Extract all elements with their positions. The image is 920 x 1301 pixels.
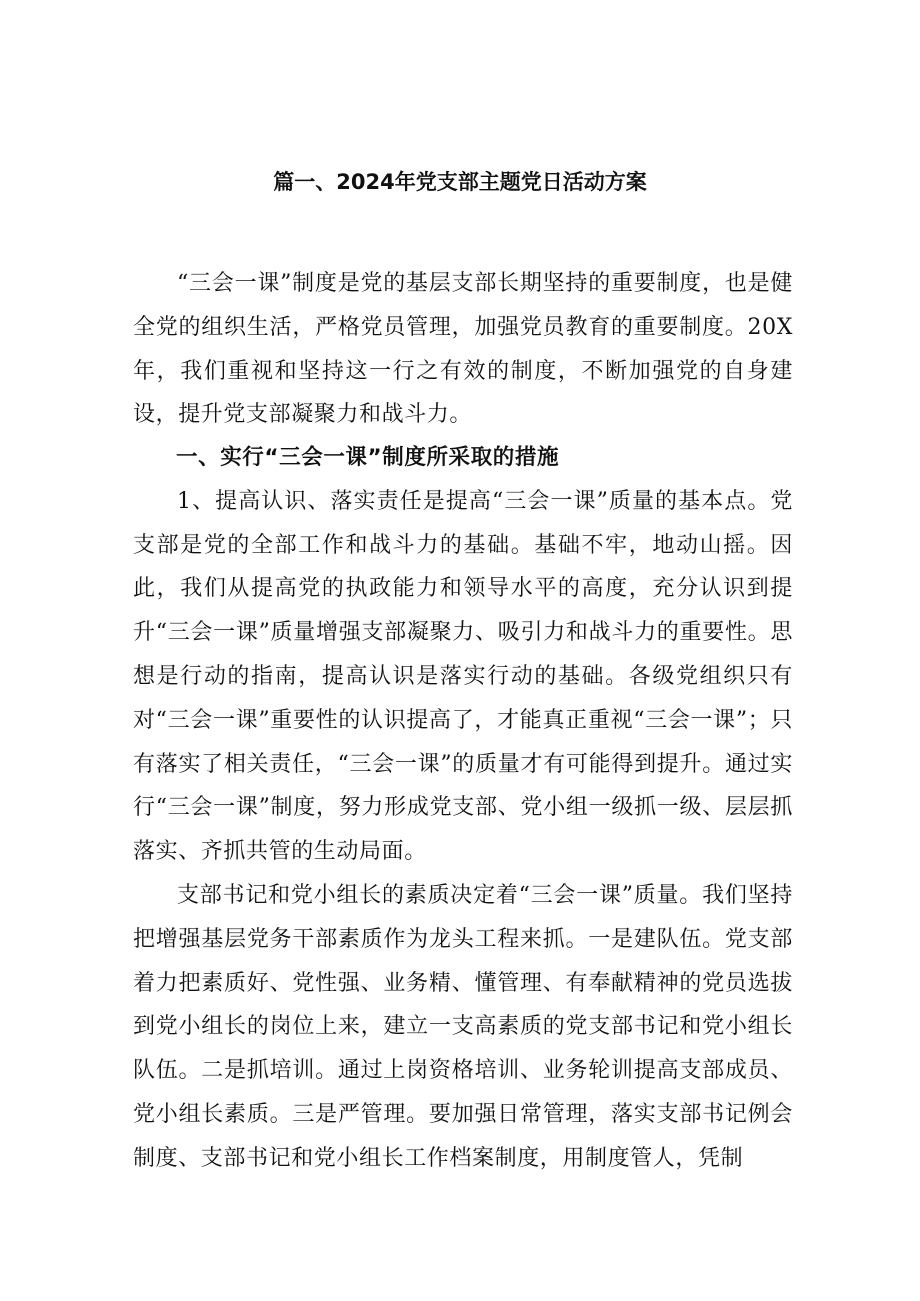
section-heading: 一、实行“三会一课”制度所采取的措施 — [176, 445, 560, 470]
body-paragraph-1: 1、提高认识、落实责任是提高“三会一课”质量的基本点。党支部是党的全部工作和战斗力的基础。基础不牢，地动山摇。因此，我们从提高党的执政能力和领导水平的高度，充分认识到提升“三会一课”质量增强支部凝聚力、吸引力和战斗力的重要性。思想是行动的指南，提高认识是落实行动的基础。各级党组织只有对“三会一课”重要性的认识提高了，才能真正重视“三会一课”；只有落实了相关责任，“三会一课”的质量才有可能得到提升。通过实行“三会一课”制度，努力形成党支部、党小组一级抓一级、层层抓落实、齐抓共管的生动局面。 — [133, 488, 793, 865]
body-paragraph-2: 支部书记和党小组长的素质决定着“三会一课”质量。我们坚持把增强基层党务干部素质作为龙头工程来抓。一是建队伍。党支部着力把素质好、党性强、业务精、懂管理、有奉献精神的党员选拔到党小组长的岗位上来，建立一支高素质的党支部书记和党小组长队伍。二是抓培训。通过上岗资格培训、业务轮训提高支部成员、党小组长素质。三是严管理。要加强日常管理，落实支部书记例会制度、支部书记和党小组长工作档案制度，用制度管人，凭制 — [133, 882, 793, 1171]
section-block — [133, 436, 793, 1181]
document-title: 篇一、2024年党支部主题党日活动方案 — [273, 170, 647, 194]
intro-block — [133, 262, 793, 437]
intro-paragraph: “三会一课”制度是党的基层支部长期坚持的重要制度，也是健全党的组织生活，严格党员管理，加强党员教育的重要制度。20X年，我们重视和坚持这一行之有效的制度，不断加强党的自身建设，提升党支部凝聚力和战斗力。 — [133, 271, 793, 428]
